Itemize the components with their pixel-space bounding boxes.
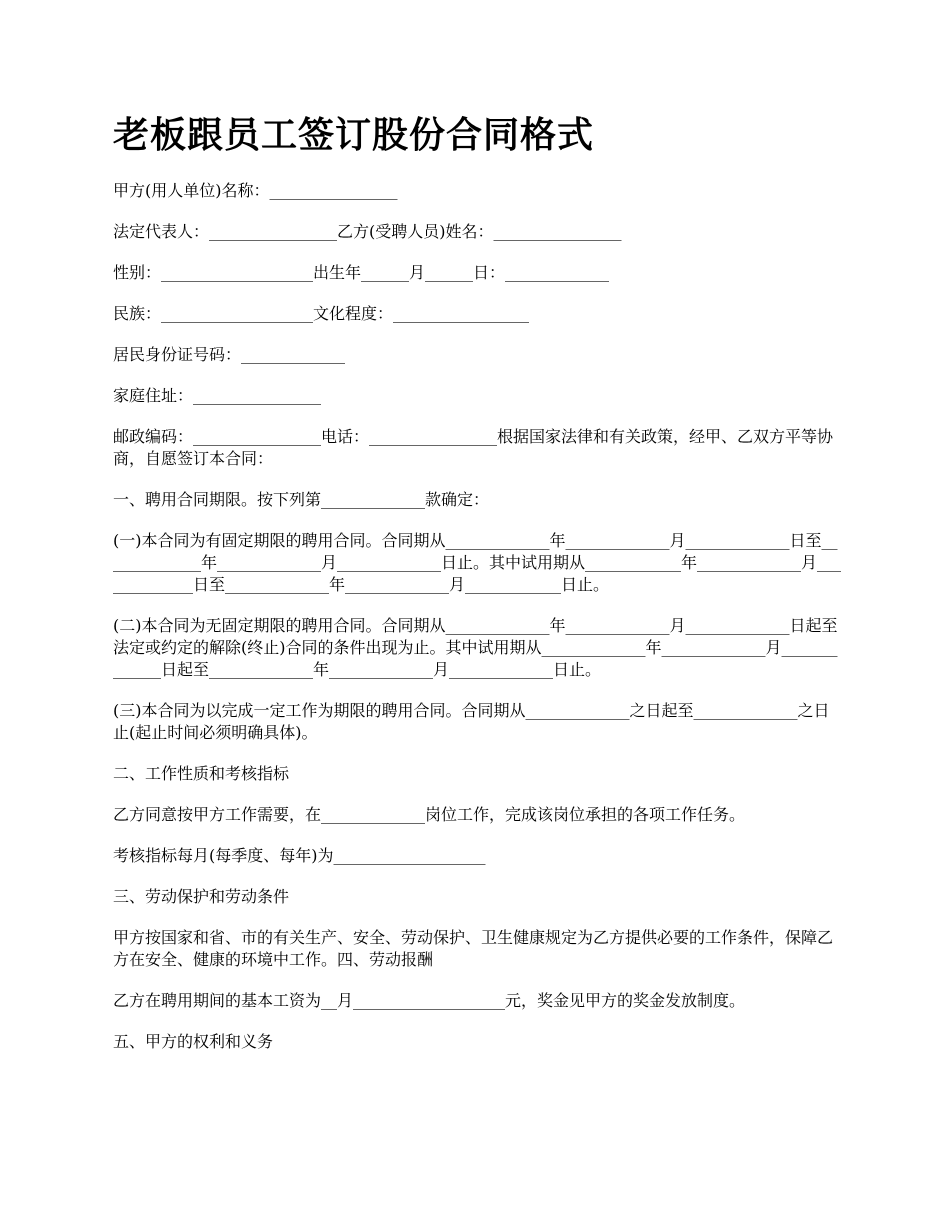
section-2-heading: 二、工作性质和考核指标	[113, 764, 290, 783]
clause-1-fixed-term: (一)本合同为有固定期限的聘用合同。合同期从_____________年_____________月_____________日至_____________年_____________月_____________日止。其中试用期从____________年_____________月_____________日至_____________年_____________月____________日止。	[113, 531, 842, 594]
field-id-number: 居民身份证号码：_____________	[113, 345, 346, 364]
section-2-position: 乙方同意按甲方工作需要，在_____________岗位工作，完成该岗位承担的各项工作任务。	[113, 805, 746, 824]
clause-2-open-term: (二)本合同为无固定期限的聘用合同。合同期从_____________年_____________月_____________日起至法定或约定的解除(终止)合同的条件出现为止。其中试用期从_____________年_____________月_____________日起至_____________年_____________月_____________日止。	[113, 616, 838, 679]
section-2-assessment: 考核指标每月(每季度、每年)为___________________	[113, 846, 486, 865]
document-title: 老板跟员工签订股份合同格式	[113, 115, 595, 156]
field-postcode-phone-intro: 邮政编码：________________电话：________________根据国家法律和有关政策，经甲、乙双方平等协商，自愿签订本合同：	[113, 427, 834, 468]
section-3-heading: 三、劳动保护和劳动条件	[113, 887, 290, 906]
section-4-salary: 乙方在聘用期间的基本工资为__月___________________元，奖金见甲方的奖金发放制度。	[113, 991, 746, 1010]
field-home-address: 家庭住址：________________	[113, 386, 322, 405]
section-3-body: 甲方按国家和省、市的有关生产、安全、劳动保护、卫生健康规定为乙方提供必要的工作条件，保障乙方在安全、健康的环境中工作。四、劳动报酬	[113, 928, 834, 969]
field-ethnicity-education: 民族：___________________文化程度：_________________	[113, 304, 530, 323]
field-legal-rep-and-employee-name: 法定代表人：________________乙方(受聘人员)姓名：________________	[113, 222, 622, 241]
document-page	[113, 110, 841, 1072]
field-employer-name: 甲方(用人单位)名称：________________	[113, 181, 398, 200]
field-gender-birthdate: 性别：___________________出生年______月______日：_____________	[113, 263, 610, 282]
section-1-heading: 一、聘用合同期限。按下列第_____________款确定：	[113, 490, 490, 509]
clause-3-task-term: (三)本合同为以完成一定工作为期限的聘用合同。合同期从_____________之日起至_____________之日止(起止时间必须明确具体)。	[113, 701, 830, 742]
section-5-heading: 五、甲方的权利和义务	[113, 1032, 274, 1051]
